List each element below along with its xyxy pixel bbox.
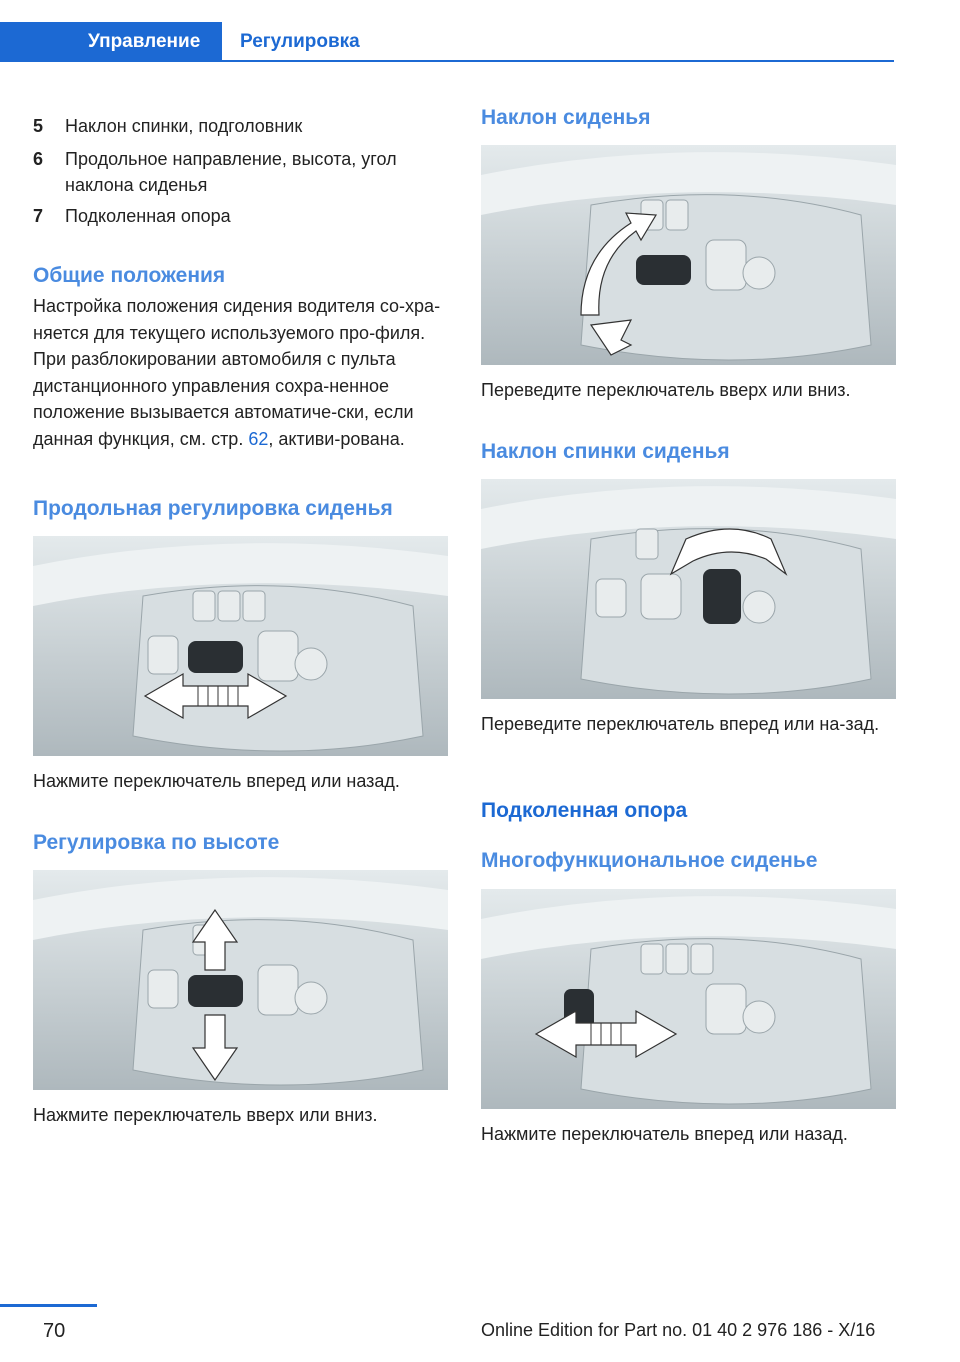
footer-divider: [0, 1304, 97, 1307]
list-item-text: Подколенная опора: [65, 206, 231, 226]
heading-seat-tilt: Наклон сиденья: [481, 106, 651, 129]
list-item-text: Наклон спинки, подголовник: [65, 116, 303, 136]
caption-seat-tilt: Переведите переключатель вверх или вниз.: [481, 380, 851, 400]
caption-backrest-tilt: Переведите переключатель вперед или на-зад.: [481, 714, 880, 734]
figure-seat-tilt: [481, 145, 896, 365]
figure-backrest-tilt: [481, 479, 896, 699]
list-item-number: 5: [33, 116, 44, 136]
page-link[interactable]: 62: [248, 428, 269, 449]
tab-controls-label: Управление: [88, 31, 201, 52]
tab-controls[interactable]: [0, 22, 222, 62]
heading-knee-support: Подколенная опора: [481, 799, 688, 822]
figure-multifunction-seat: [481, 889, 896, 1109]
general-paragraph: [33, 293, 453, 453]
heading-longitudinal: Продольная регулировка сиденья: [33, 497, 393, 520]
caption-height: Нажмите переключатель вверх или вниз.: [33, 1105, 378, 1125]
heading-height: Регулировка по высоте: [33, 831, 280, 854]
page-number: 70: [43, 1320, 66, 1342]
list-item-text: Продольное направление, высота, угол наклона сиденья: [65, 149, 397, 195]
list-item-number: 7: [33, 206, 44, 226]
figure-longitudinal-adjustment: [33, 536, 448, 756]
heading-backrest-tilt: Наклон спинки сиденья: [481, 440, 730, 463]
edition-note: Online Edition for Part no. 01 40 2 976 186 - X/16: [481, 1320, 876, 1340]
header-divider: [222, 60, 894, 62]
figure-height-adjustment: [33, 870, 448, 1090]
page-header: [0, 0, 960, 62]
caption-multifunction-seat: Нажмите переключатель вперед или назад.: [481, 1124, 848, 1144]
general-text-end: , активи-рована.: [268, 428, 405, 449]
caption-longitudinal: Нажмите переключатель вперед или назад.: [33, 771, 400, 791]
list-item-number: 6: [33, 149, 44, 169]
heading-general: Общие положения: [33, 264, 226, 287]
general-text-start: Настройка положения сидения водителя со-храняется для текущего используемого про-филя. При разблокировании автомобиля с пульта дистанционного управления сохра-ненное положение вызывается автоматиче-ски, если данная функция, см. стр.: [33, 296, 441, 449]
tab-adjustment[interactable]: Регулировка: [240, 31, 360, 52]
heading-multifunction-seat: Многофункциональное сиденье: [481, 849, 818, 872]
